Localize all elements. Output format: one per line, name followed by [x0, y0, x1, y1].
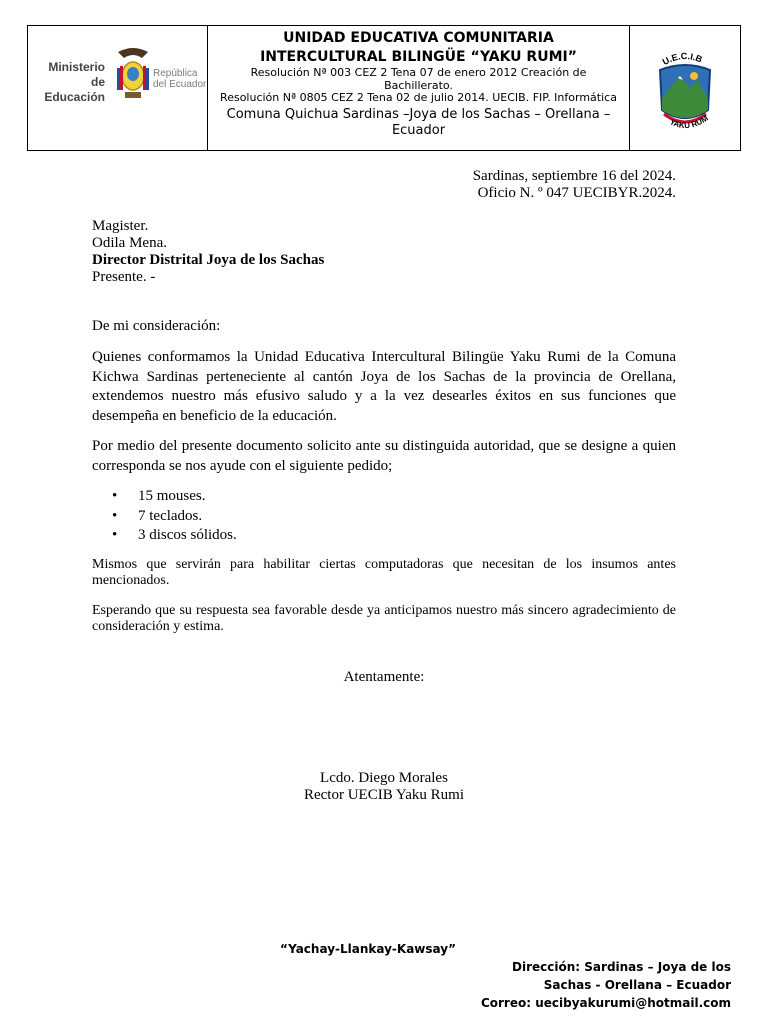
list-item: • 3 discos sólidos.: [112, 526, 237, 546]
signature-block: [0, 770, 768, 804]
ministry-line1: Ministerio: [48, 60, 105, 74]
list-item: • 15 mouses.: [112, 487, 237, 507]
paragraph-greeting: Quienes conformamos la Unidad Educativa Intercultural Bilingüe Yaku Rumi de la Comuna Kichwa Sardinas perteneciente al cantón Joya de los Sachas de la provincia de Orellana, extendemos nuestro más efusivo saludo y a la vez desearles éxitos en sus funciones que desempeña en beneficio de la educación.: [92, 349, 676, 424]
closing: Atentamente:: [343, 669, 425, 685]
list-item: • 7 teclados.: [112, 507, 237, 527]
resolution-1: Resolución Nª 003 CEZ 2 Tena 07 de enero 2012 Creación de Bachillerato.: [250, 66, 587, 92]
ministry-logo-text: [39, 60, 105, 105]
logo-bottom-text: YAKU RUM: [668, 113, 710, 131]
letterhead: [27, 25, 741, 151]
recipient-title: Magister.: [92, 218, 149, 234]
republic-text: [153, 68, 206, 90]
school-logo-cell: [630, 26, 740, 150]
footer-motto: “Yachay-Llankay-Kawsay”: [280, 942, 456, 956]
republic-line1: República: [153, 68, 198, 79]
footer-address-line2: Sachas - Orellana – Ecuador: [543, 978, 731, 992]
signer-title: Rector UECIB Yaku Rumi: [303, 787, 464, 803]
paragraph-request: Por medio del presente documento solicito ante su distinguida autoridad, que se designe a quien corresponda se nos ayude con el siguiente pedido;: [92, 438, 676, 474]
footer-email: Correo: uecibyakurumi@hotmail.com: [480, 996, 731, 1010]
institution-address: Comuna Quichua Sardinas –Joya de los Sachas – Orellana – Ecuador: [226, 106, 611, 138]
school-logo-icon: [650, 40, 720, 136]
office-number: Oficio N. º 047 UECIBYR.2024.: [477, 185, 676, 201]
republic-line2: del Ecuador: [153, 79, 207, 90]
salutation: De mi consideración:: [92, 318, 221, 334]
footer-address-line1: Dirección: Sardinas – Joya de los: [512, 960, 731, 974]
recipient-presente: Presente. -: [92, 269, 156, 285]
institution-title-line1: UNIDAD EDUCATIVA COMUNITARIA: [283, 30, 554, 46]
ministry-line2: de Educación: [44, 75, 105, 104]
institution-title-line2: INTERCULTURAL BILINGÜE “YAKU RUMI”: [260, 49, 577, 65]
resolution-2: Resolución Nª 0805 CEZ 2 Tena 02 de julio 2014. UECIB. FIP. Informática: [220, 91, 617, 104]
institution-info-cell: [208, 26, 630, 150]
logo-top-text: U.E.C.I.B: [660, 50, 704, 67]
letter-date: Sardinas, septiembre 16 del 2024.: [472, 168, 676, 184]
recipient-name: Odila Mena.: [92, 235, 167, 251]
paragraph-thanks: Esperando que su respuesta sea favorable desde ya anticipamos nuestro más sincero agradecimiento de consideración y estima.: [92, 603, 676, 634]
recipient-block: [92, 218, 324, 286]
ministry-logo-cell: [28, 26, 208, 150]
paragraph-purpose: Mismos que servirán para habilitar ciertas computadoras que necesitan de los insumos antes mencionados.: [92, 557, 676, 588]
footer-contact: [481, 958, 731, 1012]
ecuador-coat-of-arms-icon: [116, 44, 150, 106]
recipient-position: Director Distrital Joya de los Sachas: [92, 252, 325, 268]
signer-name: Lcdo. Diego Morales: [320, 770, 448, 786]
request-items-list: [112, 487, 237, 546]
date-block: [473, 168, 676, 202]
